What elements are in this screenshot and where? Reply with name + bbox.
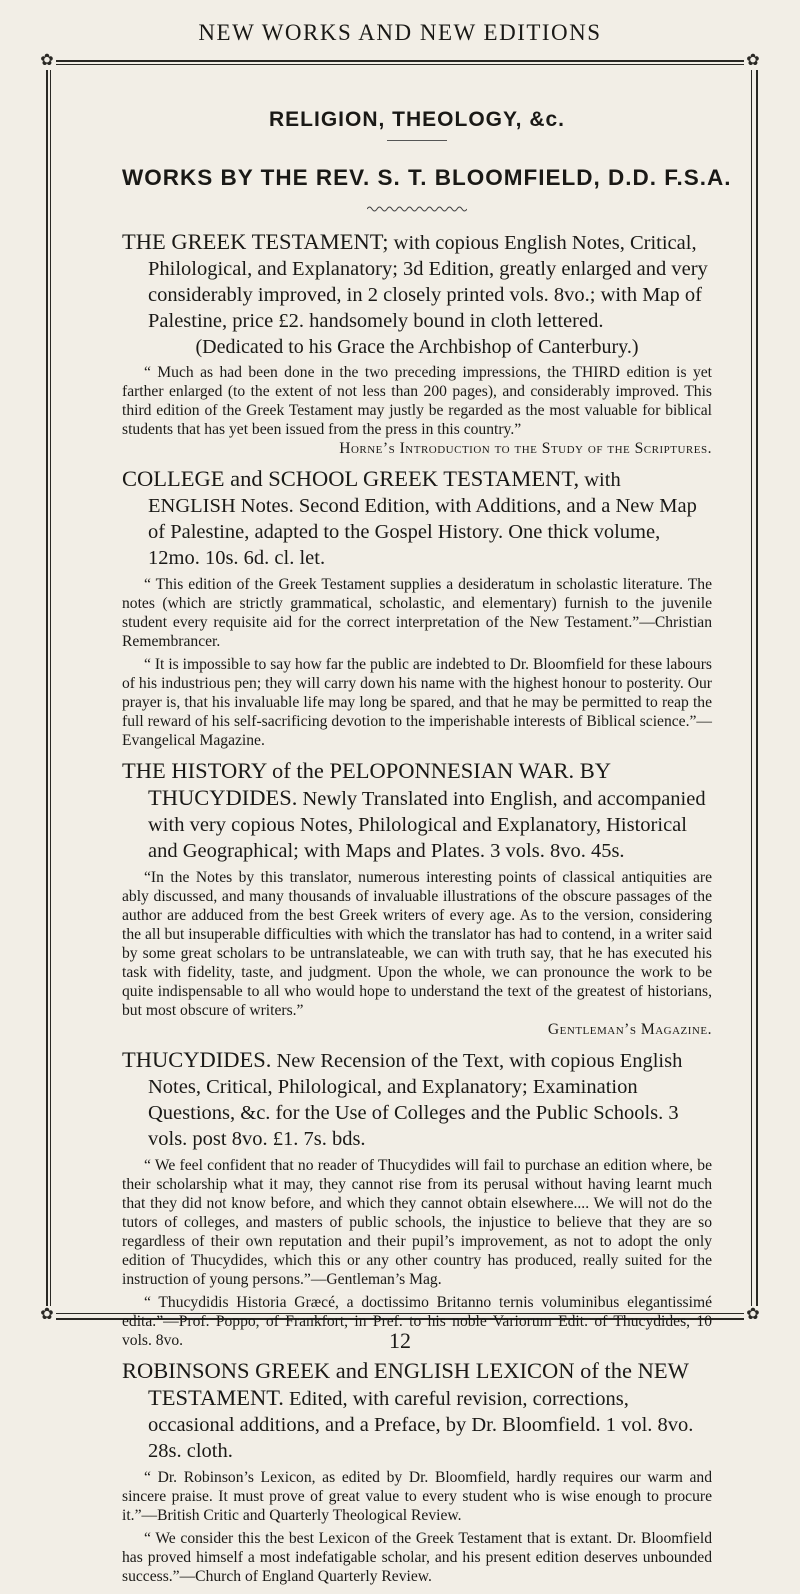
running-header: NEW WORKS AND NEW EDITIONS [198, 20, 602, 45]
book-title-details: Edited, with careful revision, corrections, occasional additions, and a Preface, by Dr. Bloomfield. 1 vol. 8vo. 28s. cloth. [148, 1388, 694, 1462]
page-content [122, 80, 732, 1594]
floral-ornament-icon: ✿ [744, 1306, 762, 1324]
book-entry [122, 229, 712, 458]
book-entry [122, 466, 712, 750]
review-quote: “ We consider this the best Lexicon of the Greek Testament that is extant. Dr. Bloomfield has proved himself a most indefatigable scholar, and his present edition deserves unbounded success.”—Church of England Quarterly Review. [122, 1530, 712, 1585]
page-number: 12 [389, 1328, 411, 1353]
book-title [122, 1358, 712, 1464]
floral-ornament-icon: ✿ [38, 1306, 56, 1324]
book-title-lead: COLLEGE and SCHOOL GREEK TESTAMENT, [122, 466, 580, 491]
book-title [122, 466, 712, 571]
book-title-details: New Recension of the Text, with copious English Notes, Critical, Philological, and Explanatory; Examination Questions, &c. for the Use of Colleges and the Public Schools. 3 vols. post 8vo. £1. 7s. bds. [148, 1050, 683, 1150]
book-title-lead: THE GREEK TESTAMENT; [122, 229, 389, 254]
dedication: (Dedicated to his Grace the Archbishop of Canterbury.) [195, 336, 639, 358]
book-title [122, 1047, 712, 1152]
section-heading: RELIGION, THEOLOGY, &c. [268, 108, 566, 131]
heading-rule [387, 140, 447, 141]
review-quote: “ It is impossible to say how far the public are indebted to Dr. Bloomfield for these labours of his industrious pen; they will carry down his name with the highest honour to posterity. Our prayer is, that his invaluable life may long be spared, and that he may be permitted to reap the full reward of his self-sacrificing devotion to the imperishable interests of Biblical science.”—Evangelical Magazine. [122, 656, 712, 749]
review-quote: “ This edition of the Greek Testament supplies a desideratum in scholastic literature. The notes (which are strictly grammatical, scholastic, and elementary) furnish to the juvenile student every requisite aid for the correct interpretation of the New Testament.”—Christian Remembrancer. [122, 576, 712, 650]
book-list [122, 229, 712, 1586]
works-heading: WORKS BY THE REV. S. T. BLOOMFIELD, D.D. F.S.A. [122, 165, 732, 190]
book-entry [122, 1047, 712, 1350]
book-title-lead: THUCYDIDES. [122, 1047, 272, 1072]
book-title-details: Newly Translated into English, and accompanied with very copious Notes, Philological and Explanatory, Historical and Geographical; with Maps and Plates. 3 vols. 8vo. 45s. [148, 788, 706, 862]
floral-ornament-icon: ✿ [744, 52, 762, 70]
book-title-lead: THE HISTORY of the PELOPONNESIAN WAR. BY THUCYDIDES. [122, 758, 611, 810]
floral-ornament-icon: ✿ [38, 52, 56, 70]
book-title-details: with ENGLISH Notes. Second Edition, with Additions, and a New Map of Palestine, adapted to the Gospel History. One thick volume, 12mo. 10s. 6d. cl. let. [148, 469, 697, 569]
book-entry [122, 758, 712, 1039]
review-source: Horne’s Introduction to the Study of the Scriptures. [339, 440, 712, 457]
review-quote: “ Much as had been done in the two preceding impressions, the THIRD edition is yet farther enlarged (to the extent of not less than 200 pages), and considerably improved. This third edition of the Greek Testament may justly be regarded as the most valuable for biblical students that has yet been issued from the press in this country.” [122, 364, 712, 438]
book-title [122, 229, 712, 334]
review-quote: “ We feel confident that no reader of Thucydides will fail to purchase an edition where, be their scholarship what it may, they cannot rise from its perusal without having learnt much that they did not know before, and which they cannot obtain elsewhere.... We will not do the tutors of colleges, and masters of public schools, the injustice to believe that they are so regardless of their own reputation and their pupil’s improvement, as not to adopt the only edition of Thucydides, which this or any other country has produced, really suited for the instruction of young persons.”—Gentleman’s Mag. [122, 1157, 712, 1288]
review-source: Gentleman’s Magazine. [547, 1021, 712, 1038]
review-quote: “ Dr. Robinson’s Lexicon, as edited by Dr. Bloomfield, hardly requires our warm and sincere praise. It must prove of great value to every student who is wise enough to procure it.”—British Critic and Quarterly Theological Review. [122, 1469, 712, 1524]
book-title-details: with copious English Notes, Critical, Philological, and Explanatory; 3d Edition, greatly enlarged and very considerably improved, in 2 closely printed vols. 8vo.; with Map of Palestine, price £2. handsomely bound in cloth lettered. [148, 232, 708, 332]
review-quote: “ Thucydidis Historia Græcé, a doctissimo Britanno ternis voluminibus elegantissimé edita.”—Prof. Poppo, of Frankfort, in Pref. to his noble Variorum Edit. of Thucydides, 10 vols. 8vo. [122, 1294, 712, 1349]
book-title [122, 758, 712, 864]
review-quote: “In the Notes by this translator, numerous interesting points of classical antiquities are ably discussed, and many thousands of invaluable illustrations of the obscure passages of the author are adduced from the best Greek writers of every age. As to the version, considering the all but insuperable difficulties with which the translator has had to contend, in a writer said by some great scholars to be untranslateable, we can with truth say, that he has executed his task with fidelity, taste, and judgment. Upon the whole, we can pronounce the work to be quite indispensable to all who would hope to understand the text of the greatest of historians, but most obscure of writers.” [122, 869, 712, 1019]
book-entry [122, 1358, 712, 1586]
book-title-lead: ROBINSONS GREEK and ENGLISH LEXICON of the NEW TESTAMENT. [122, 1358, 689, 1410]
wavy-divider [367, 205, 467, 213]
